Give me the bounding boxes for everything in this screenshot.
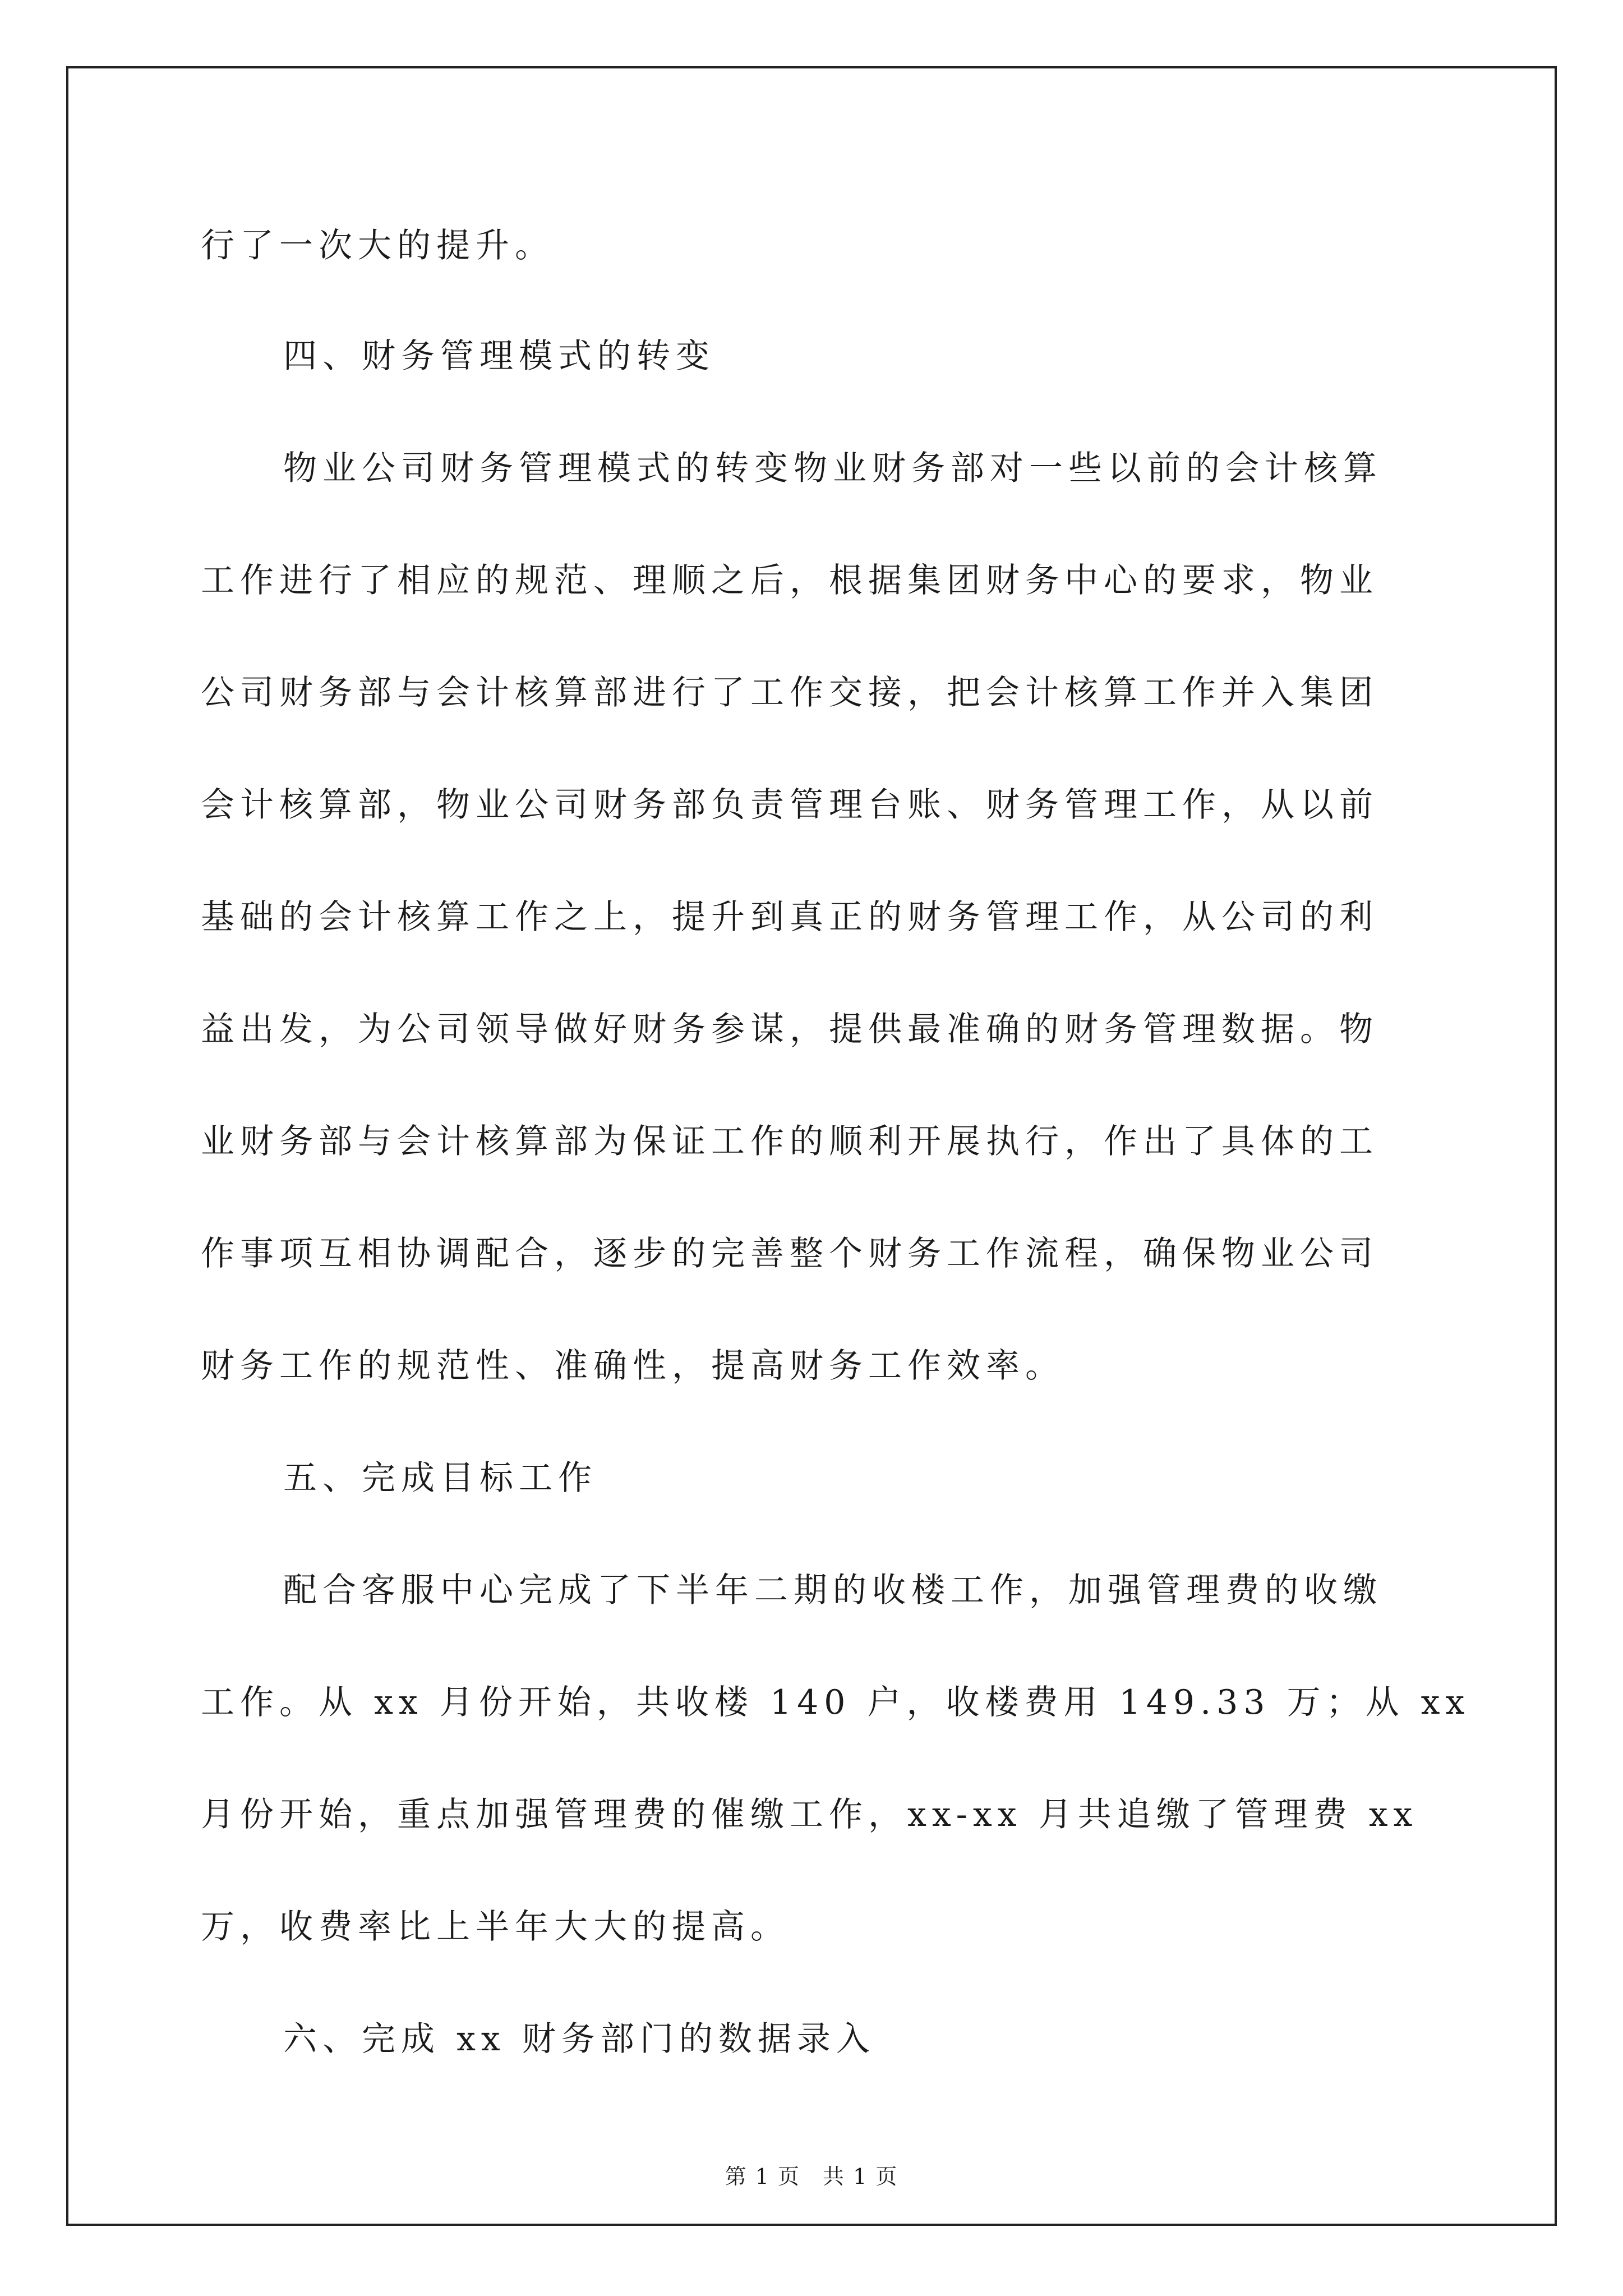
- text-line-15: 月份开始，重点加强管理费的催缴工作，xx-xx 月共追缴了管理费 xx: [201, 1795, 1418, 1834]
- text-line-4: 工作进行了相应的规范、理顺之后，根据集团财务中心的要求，物业: [201, 561, 1378, 600]
- section-heading-6: 六、完成 xx 财务部门的数据录入: [283, 2019, 875, 2059]
- text-line-16: 万，收费率比上半年大大的提高。: [201, 1907, 790, 1947]
- text-line-9: 业财务部与会计核算部为保证工作的顺利开展执行，作出了具体的工: [201, 1122, 1378, 1161]
- text-line-6: 会计核算部，物业公司财务部负责管理台账、财务管理工作，从以前: [201, 785, 1378, 825]
- text-line-14: 工作。从 xx 月份开始，共收楼 140 户，收楼费用 149.33 万；从 xx: [201, 1683, 1470, 1722]
- page-footer: 第 1 页 共 1 页: [725, 2164, 898, 2189]
- text-line-8: 益出发，为公司领导做好财务参谋，提供最准确的财务管理数据。物: [201, 1010, 1378, 1049]
- text-line-13: 配合客服中心完成了下半年二期的收楼工作，加强管理费的收缴: [283, 1571, 1382, 1610]
- text-line-11: 财务工作的规范性、准确性，提高财务工作效率。: [201, 1346, 1064, 1386]
- text-line-10: 作事项互相协调配合，逐步的完善整个财务工作流程，确保物业公司: [201, 1234, 1378, 1273]
- text-line-1: 行了一次大的提升。: [201, 226, 554, 265]
- section-heading-5: 五、完成目标工作: [283, 1458, 597, 1498]
- text-line-5: 公司财务部与会计核算部进行了工作交接，把会计核算工作并入集团: [201, 673, 1378, 712]
- text-line-7: 基础的会计核算工作之上，提升到真正的财务管理工作，从公司的利: [201, 898, 1378, 937]
- text-line-3: 物业公司财务管理模式的转变物业财务部对一些以前的会计核算: [283, 449, 1382, 488]
- section-heading-4: 四、财务管理模式的转变: [283, 337, 715, 376]
